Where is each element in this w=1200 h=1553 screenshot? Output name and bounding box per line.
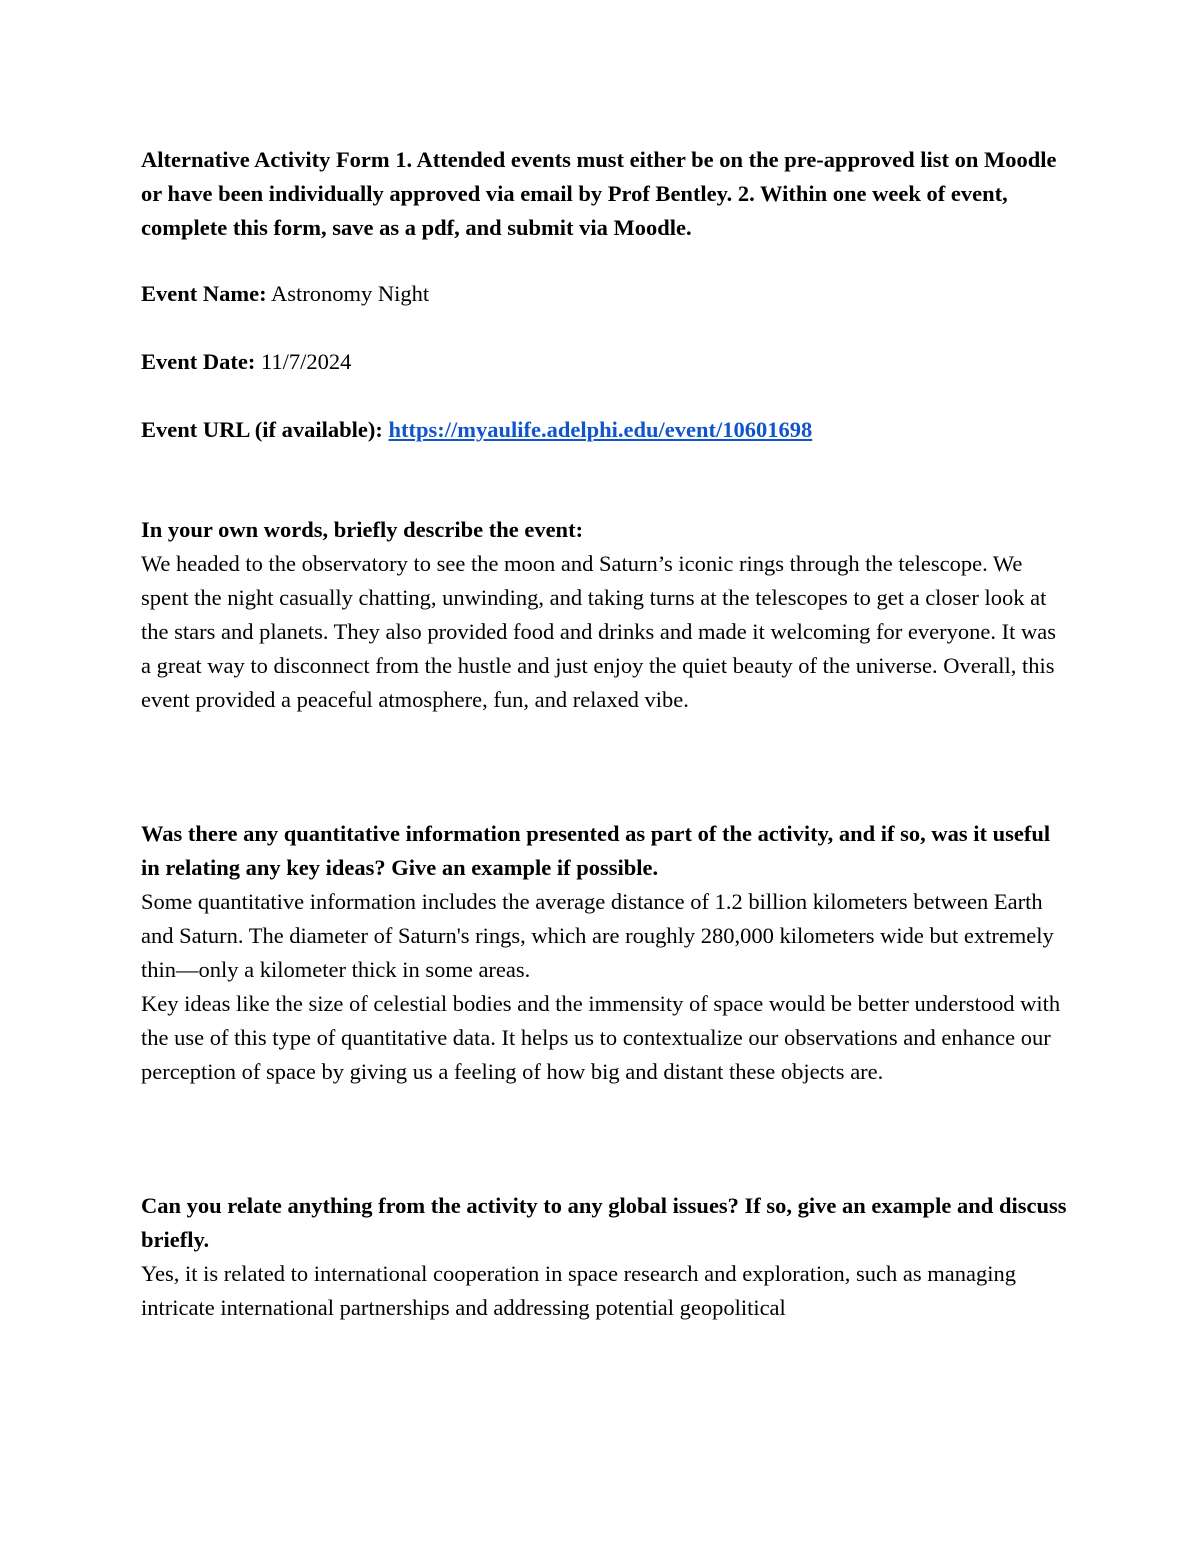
document-page (141, 143, 1071, 1325)
answer-paragraph: Key ideas like the size of celestial bodies and the immensity of space would be better understood with the use of this type of quantitative data. It helps us to contextualize our observations and enhance our perception of space by giving us a feeling of how big and distant these objects are. (141, 991, 1061, 1084)
event-url-field (141, 413, 1071, 447)
event-date-field (141, 345, 1071, 379)
section-quantitative-info (141, 817, 1071, 1089)
section-describe-event (141, 513, 1071, 717)
event-name-value: Astronomy Night (271, 281, 430, 306)
question-describe-event: In your own words, briefly describe the event: (141, 517, 584, 542)
event-name-field (141, 277, 1071, 311)
section-global-issues (141, 1189, 1071, 1325)
answer-paragraph: Some quantitative information includes the average distance of 1.2 billion kilometers between Earth and Saturn. The diameter of Saturn's rings, which are roughly 280,000 kilometers wide but extremely thin—only a kilometer thick in some areas. (141, 889, 1054, 982)
event-name-label: Event Name: (141, 281, 267, 306)
spacer (141, 245, 1071, 277)
answer-paragraph: Yes, it is related to international cooperation in space research and exploration, such as managing intricate international partnerships and addressing potential geopolitical (141, 1261, 1016, 1320)
form-instructions: Alternative Activity Form 1. Attended events must either be on the pre-approved list on Moodle or have been individually approved via email by Prof Bentley. 2. Within one week of event, complete this form, save as a pdf, and submit via Moodle. (141, 147, 1057, 240)
event-date-value: 11/7/2024 (260, 349, 352, 374)
spacer (141, 1089, 1071, 1189)
spacer (141, 379, 1071, 413)
spacer (141, 447, 1071, 513)
event-date-label: Event Date: (141, 349, 256, 374)
event-url-label: Event URL (if available): (141, 417, 383, 442)
question-quantitative-info: Was there any quantitative information presented as part of the activity, and if so, was it useful in relating any key ideas? Give an example if possible. (141, 821, 1051, 880)
answer-paragraph: We headed to the observatory to see the moon and Saturn’s iconic rings through the telescope. We spent the night casually chatting, unwinding, and taking turns at the telescopes to get a closer look at the stars and planets. They also provided food and drinks and made it welcoming for everyone. It was a great way to disconnect from the hustle and just enjoy the quiet beauty of the universe. Overall, this event provided a peaceful atmosphere, fun, and relaxed vibe. (141, 551, 1056, 712)
event-url-link[interactable]: https://myaulife.adelphi.edu/event/10601698 (388, 417, 813, 442)
spacer (141, 311, 1071, 345)
question-global-issues: Can you relate anything from the activity to any global issues? If so, give an example and discuss briefly. (141, 1193, 1067, 1252)
spacer (141, 717, 1071, 817)
